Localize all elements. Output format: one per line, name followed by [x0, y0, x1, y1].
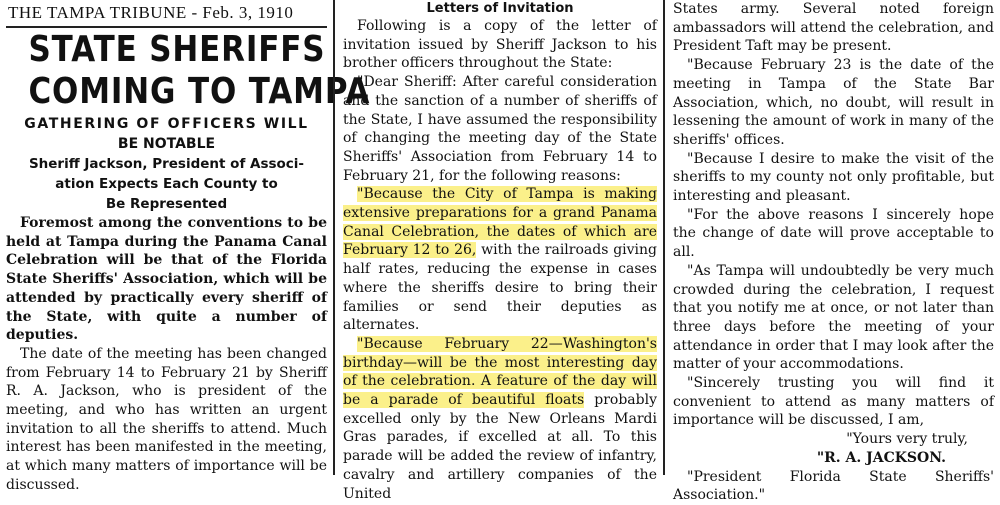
paragraph-text: with the railroads giving half rates, reducing the expense in cases where the sheriffs desire to bring their families or send their deputies as alternates.	[343, 242, 657, 334]
letter-paragraph	[343, 335, 657, 503]
letter-paragraph: "Because February 23 is the date of the meeting in Tampa of the State Bar Association, which, no doubt, will result in lessening the amount of work in many of the sheriffs' offices.	[673, 57, 994, 148]
highlighted-text: "Because February 22—Washington's birthday—will be the most interesting day of the celebration. A feature of the day will be a parade of beautiful floats	[343, 335, 657, 409]
subdeck-line-2: ation Expects Each County to	[55, 176, 278, 192]
article-paragraph: Following is a copy of the letter of invitation issued by Sheriff Jackson to his brother officers throughout the State:	[343, 18, 657, 72]
letter-salutation-paragraph: "Dear Sheriff: After careful consideration and the sanction of a number of sheriffs of the State, I have assumed the responsibility of changing the meeting day of the State Sheriffs' Association from February 14 to February 21, for the following reasons:	[343, 74, 657, 184]
article-paragraph: Foremost among the conventions to be held at Tampa during the Panama Canal Celebration will be that of the Florida State Sheriffs' Association, which will be attended by practically every sheriff of the State, with quite a number of deputies.	[6, 215, 327, 344]
paragraph-text: probably excelled only by the New Orleans Mardi Gras parades, if excelled at all. To this parade will be added the review of infantry, cavalry and artillery companies of the United	[343, 392, 657, 502]
column-2	[333, 0, 663, 502]
letter-paragraph: "Sincerely trusting you will find it convenient to attend as many matters of importance will be discussed, I am,	[673, 375, 994, 429]
highlighted-text: "Because the City of Tampa is making extensive preparations for a grand Panama Canal Celebration, the dates of which are February 12 to 26,	[343, 186, 657, 259]
headline-line-1: STATE SHERIFFS	[28, 29, 326, 70]
letter-closing: "Yours very truly,	[846, 431, 968, 448]
article-paragraph: The date of the meeting has been changed from February 14 to February 21 by Sheriff R. A. Jackson, who is president of the meeting, and who has written an urgent invitation to all the sheriffs to attend. Much interest has been manifested in the meeting, at which many matters of importance will be discussed.	[6, 345, 327, 493]
masthead: THE TAMPA TRIBUNE - Feb. 3, 1910	[8, 3, 294, 22]
letter-paragraph: States army. Several noted foreign ambassadors will attend the celebration, and President Taft may be present.	[673, 1, 994, 55]
section-heading: Letters of Invitation	[426, 1, 574, 16]
column-1	[0, 0, 371, 493]
letter-paragraph: "For the above reasons I sincerely hope the change of date will prove acceptable to all.	[673, 206, 994, 261]
letter-signature-title: "President Florida State Sheriffs' Association."	[673, 468, 994, 504]
subdeck-line-3: Be Represented	[105, 196, 228, 212]
deck-line-1: GATHERING OF OFFICERS WILL	[24, 116, 309, 132]
deck-line-2: BE NOTABLE	[117, 136, 216, 152]
letter-paragraph	[343, 185, 657, 335]
letter-paragraph: "As Tampa will undoubtedly be very much crowded during the celebration, I request that you notify me at once, or not later than three days before the meeting of your attendance in order that I may look after the matter of your accommodations.	[673, 262, 994, 373]
letter-signature: "R. A. JACKSON.	[816, 449, 946, 466]
subdeck-line-1: Sheriff Jackson, President of Associ-	[28, 156, 305, 172]
letter-paragraph: "Because I desire to make the visit of the sheriffs to my county not only profitable, but interesting and pleasant.	[673, 150, 994, 205]
masthead-rule	[6, 26, 327, 28]
headline-line-2: COMING TO TAMPA	[28, 71, 371, 112]
column-3	[663, 0, 1000, 504]
